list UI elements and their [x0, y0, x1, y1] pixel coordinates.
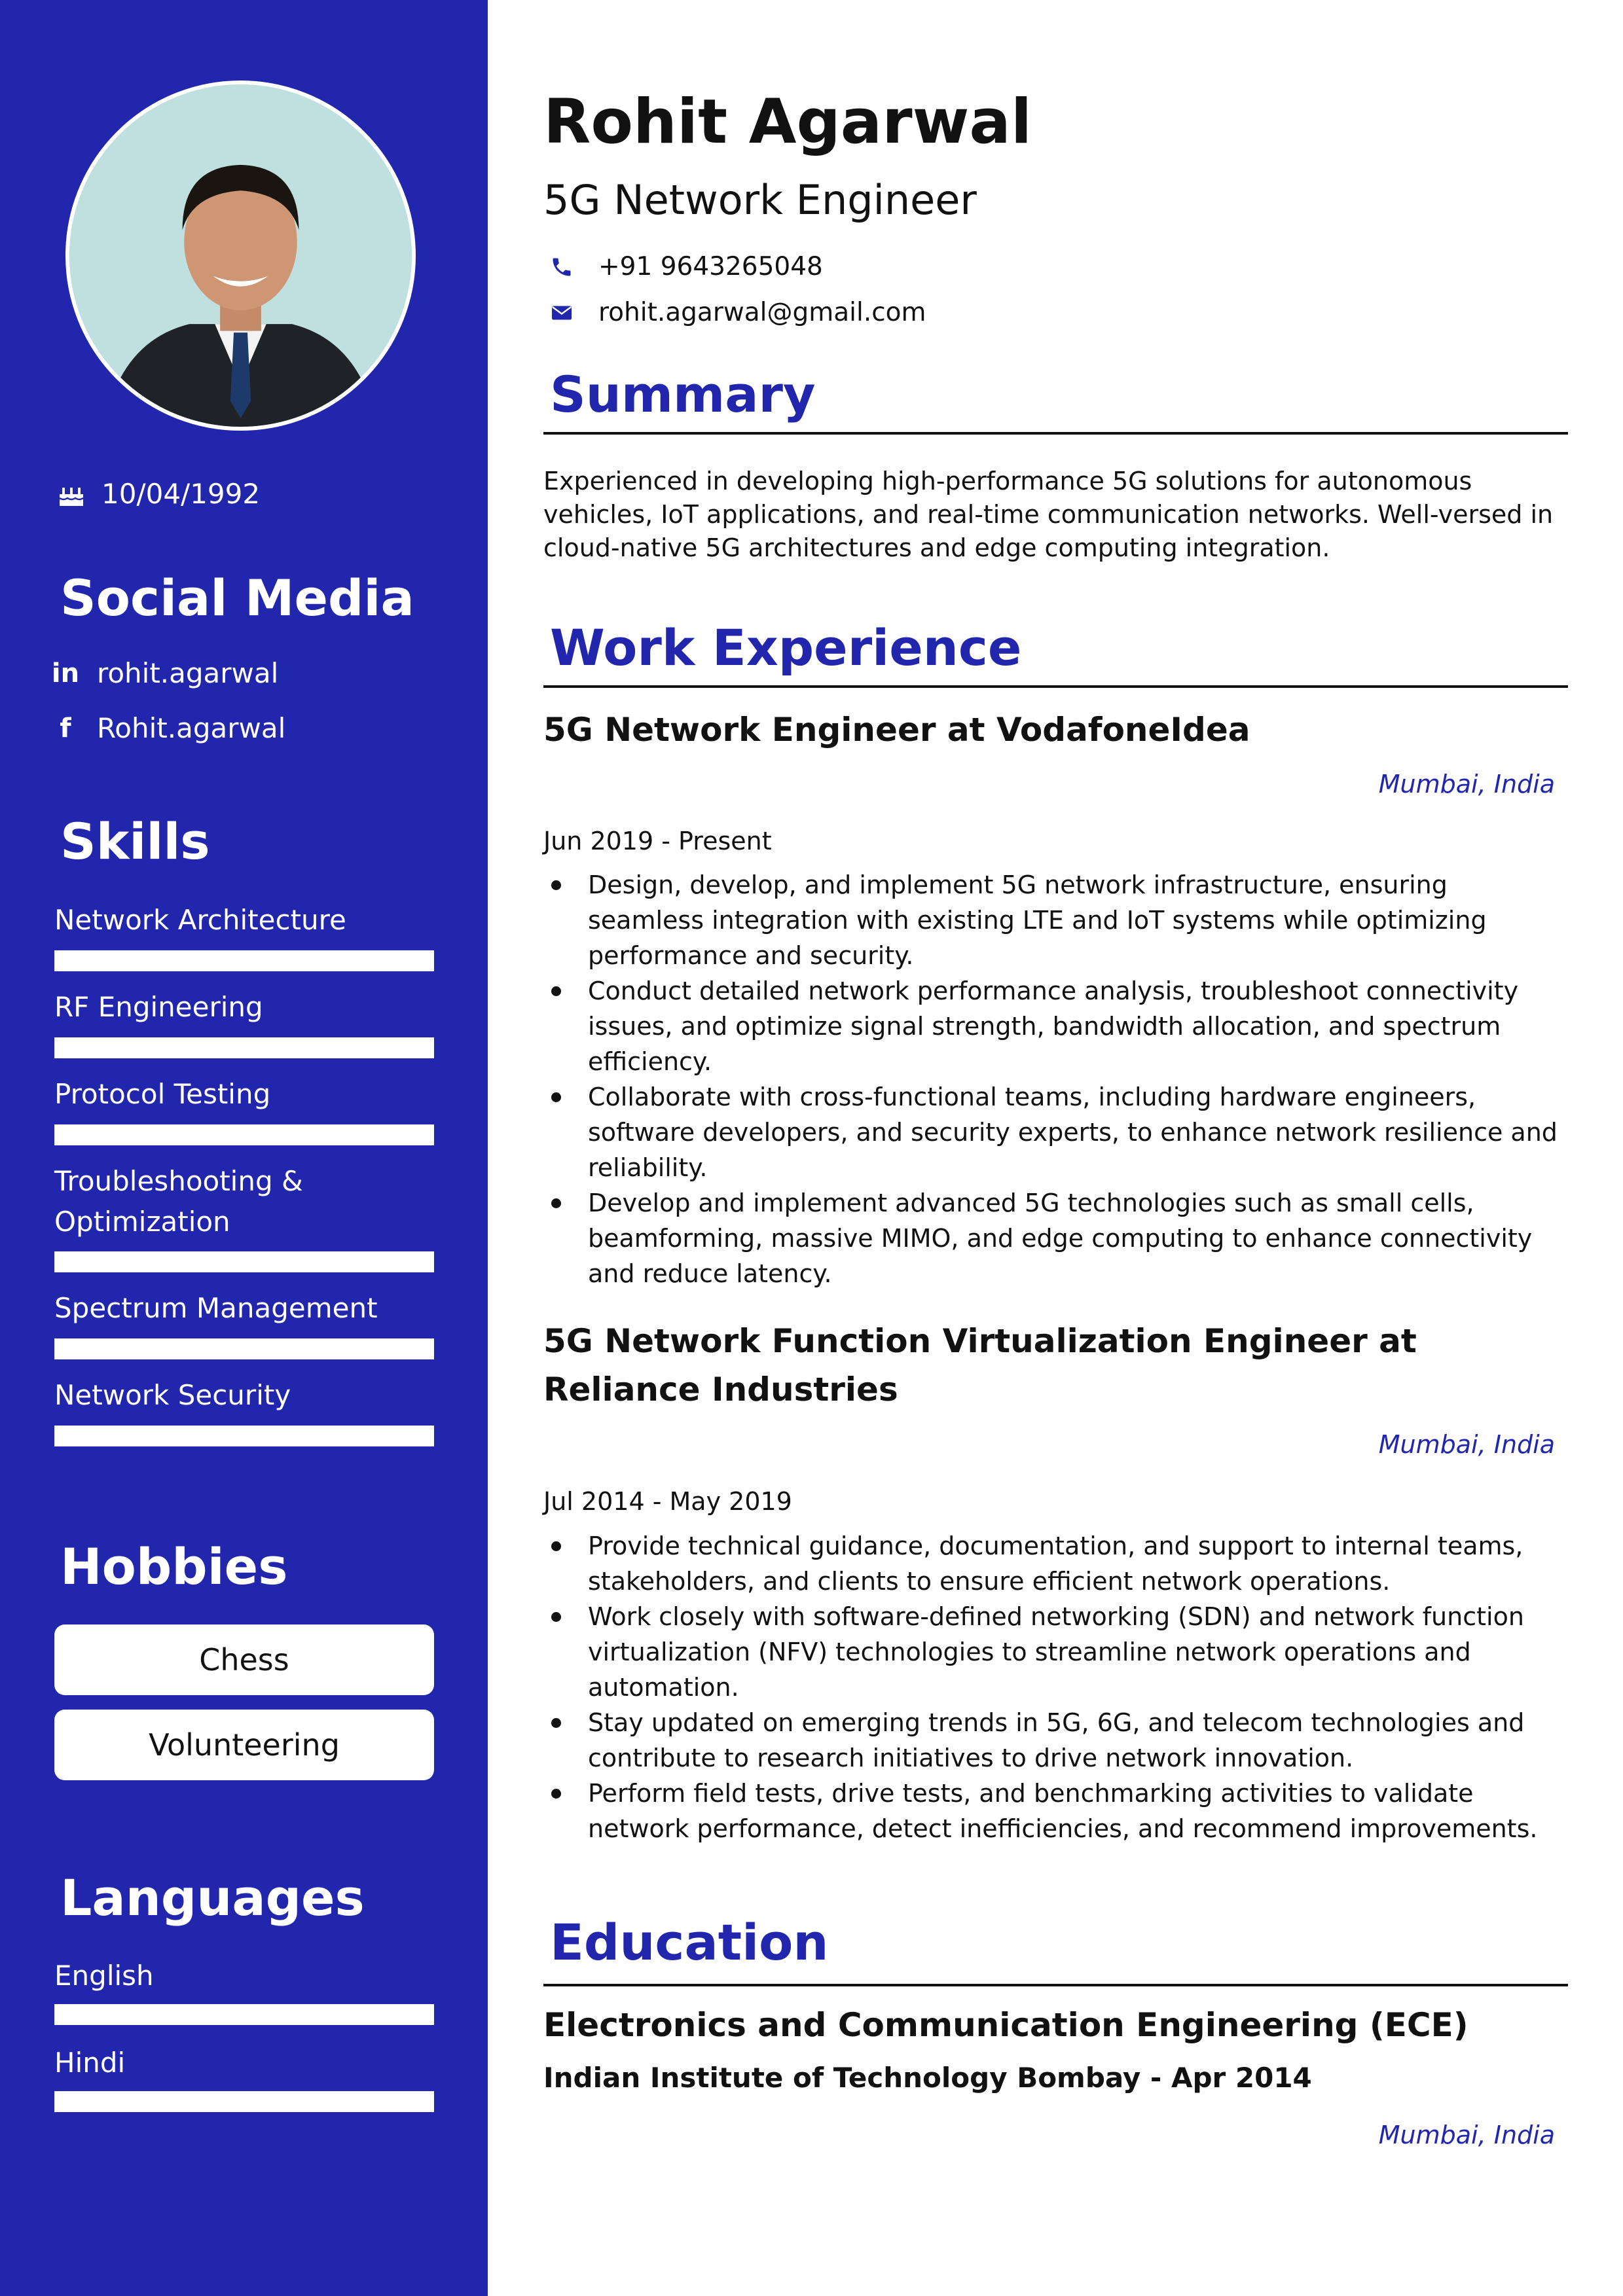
facebook-icon: f: [60, 713, 71, 744]
skill-label: Spectrum Management: [54, 1292, 378, 1324]
list-item: Work closely with software-defined networking (SDN) and network function virtualization (NFV) technologies to streamline network operations and automation.: [543, 1599, 1568, 1705]
skill-bar: [54, 1251, 434, 1272]
skill-bar: [54, 1124, 434, 1145]
person-portrait-icon: [69, 84, 412, 427]
job-dates: Jun 2019 - Present: [543, 827, 772, 855]
dob-text: 10/04/1992: [101, 478, 261, 510]
social-media-heading: Social Media: [60, 569, 414, 627]
date-of-birth: [56, 478, 260, 510]
language-bar: [54, 2091, 434, 2112]
list-item: Provide technical guidance, documentation, and support to internal teams, stakeholders, and clients to ensure efficient network operations.: [543, 1528, 1568, 1599]
education-institution: Indian Institute of Technology Bombay - Apr 2014: [543, 2062, 1312, 2094]
linkedin-handle: rohit.agarwal: [97, 657, 279, 689]
language-label: Hindi: [54, 2047, 126, 2079]
birthday-cake-icon: [56, 478, 87, 510]
list-item: Design, develop, and implement 5G network infrastructure, ensuring seamless integration with existing LTE and IoT systems while optimizing performance and security.: [543, 867, 1568, 973]
list-item: Stay updated on emerging trends in 5G, 6G, and telecom technologies and contribute to research initiatives to drive network innovation.: [543, 1705, 1568, 1776]
skill-bar: [54, 950, 434, 971]
skill-label: RF Engineering: [54, 991, 263, 1023]
job-location: Mumbai, India: [1378, 770, 1555, 798]
skill-bar: [54, 1037, 434, 1058]
work-experience-heading: Work Experience: [550, 619, 1022, 677]
hobby-chip: Chess: [54, 1624, 434, 1695]
list-item: Collaborate with cross-functional teams, including hardware engineers, software developers, and security experts, to enhance network resilience and reliability.: [543, 1079, 1568, 1185]
section-divider: [543, 432, 1568, 435]
phone-text: +91 9643265048: [598, 252, 823, 281]
language-bar: [54, 2004, 434, 2025]
job-heading: 5G Network Engineer at VodafoneIdea: [543, 711, 1250, 749]
section-divider: [543, 685, 1568, 688]
skills-heading: Skills: [60, 812, 210, 870]
skill-label: Protocol Testing: [54, 1078, 271, 1110]
linkedin-icon: in: [51, 658, 80, 689]
candidate-name: Rohit Agarwal: [543, 86, 1032, 158]
phone-contact[interactable]: [550, 252, 823, 281]
job-bullets: [543, 1528, 1568, 1846]
social-facebook[interactable]: [54, 712, 285, 744]
job-location: Mumbai, India: [1378, 1430, 1555, 1459]
summary-heading: Summary: [550, 365, 816, 423]
list-item: Develop and implement advanced 5G technologies such as small cells, beamforming, massive MIMO, and edge computing to enhance connectivity and reduce latency.: [543, 1185, 1568, 1291]
section-divider: [543, 1984, 1568, 1986]
email-text: rohit.agarwal@gmail.com: [598, 298, 926, 327]
job-bullets: [543, 867, 1568, 1291]
job-heading: 5G Network Function Virtualization Engineer at Reliance Industries: [543, 1322, 1417, 1408]
languages-heading: Languages: [60, 1869, 365, 1927]
education-heading: Education: [550, 1913, 829, 1971]
skill-label: Network Security: [54, 1379, 291, 1411]
education-degree: Electronics and Communication Engineering (ECE): [543, 2006, 1468, 2044]
hobby-chip: Volunteering: [54, 1710, 434, 1780]
sidebar: [0, 0, 488, 2296]
list-item: Perform field tests, drive tests, and benchmarking activities to validate network performance, detect inefficiencies, and recommend improvements.: [543, 1776, 1568, 1846]
education-location: Mumbai, India: [1378, 2121, 1555, 2149]
skill-bar: [54, 1338, 434, 1359]
hobbies-heading: Hobbies: [60, 1537, 288, 1596]
job-title: 5G Network Engineer: [543, 176, 977, 224]
summary-text: Experienced in developing high-performance 5G solutions for autonomous vehicles, IoT applications, and real-time communication networks. Well-versed in cloud-native 5G architectures and edge computing integration.: [543, 467, 1554, 562]
email-contact[interactable]: [550, 298, 926, 327]
skill-label: Troubleshooting & Optimization: [54, 1165, 303, 1238]
list-item: Conduct detailed network performance analysis, troubleshoot connectivity issues, and optimize signal strength, bandwidth allocation, and spectrum efficiency.: [543, 973, 1568, 1079]
skill-bar: [54, 1426, 434, 1446]
email-icon: [550, 301, 574, 325]
job-dates: Jul 2014 - May 2019: [543, 1487, 792, 1516]
phone-icon: [550, 255, 574, 279]
profile-photo: [65, 81, 416, 431]
social-linkedin[interactable]: [51, 657, 279, 689]
skill-label: Network Architecture: [54, 904, 346, 936]
language-label: English: [54, 1960, 154, 1992]
facebook-handle: Rohit.agarwal: [97, 712, 286, 744]
